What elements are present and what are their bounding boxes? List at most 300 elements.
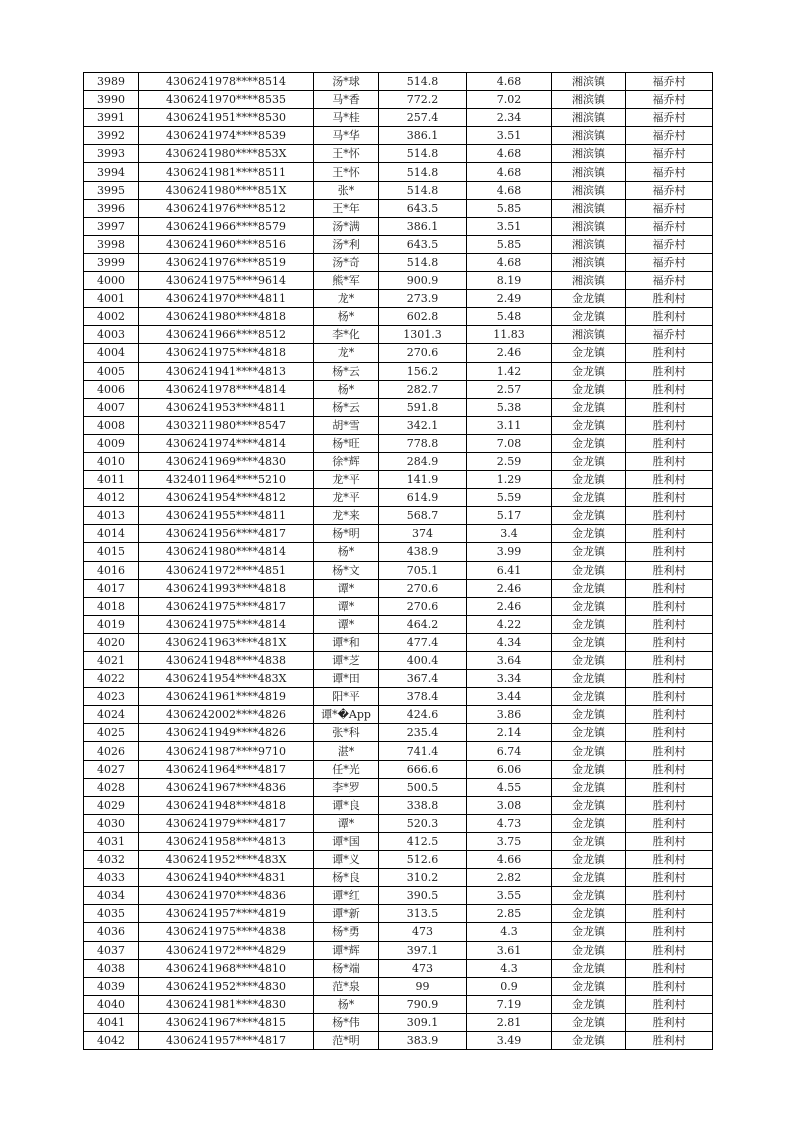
name-cell: 谭*辉: [314, 941, 379, 959]
data-table: [83, 72, 713, 1050]
amount-cell: 514.8: [379, 73, 467, 91]
village-cell: 福乔村: [626, 326, 713, 344]
town-cell: 金龙镇: [552, 489, 626, 507]
name-cell: 谭*和: [314, 633, 379, 651]
name-cell: 张*科: [314, 724, 379, 742]
table-row: [84, 380, 713, 398]
table-row: [84, 525, 713, 543]
village-cell: 胜利村: [626, 633, 713, 651]
amount-cell: 390.5: [379, 887, 467, 905]
table-row: [84, 127, 713, 145]
name-cell: 汤*奇: [314, 253, 379, 271]
table-row: [84, 272, 713, 290]
village-cell: 福乔村: [626, 163, 713, 181]
village-cell: 福乔村: [626, 235, 713, 253]
id-number-cell: 4306241969****4830: [139, 452, 314, 470]
name-cell: 龙*平: [314, 489, 379, 507]
table-body: [84, 73, 713, 1050]
amount-cell: 310.2: [379, 869, 467, 887]
amount-cell: 900.9: [379, 272, 467, 290]
area-cell: 2.57: [467, 380, 552, 398]
table-row: [84, 851, 713, 869]
town-cell: 湘滨镇: [552, 217, 626, 235]
row-number-cell: 4017: [84, 579, 139, 597]
village-cell: 胜利村: [626, 362, 713, 380]
village-cell: 胜利村: [626, 452, 713, 470]
name-cell: 徐*辉: [314, 452, 379, 470]
table-row: [84, 163, 713, 181]
village-cell: 胜利村: [626, 724, 713, 742]
area-cell: 4.68: [467, 163, 552, 181]
id-number-cell: 4306241975****4838: [139, 923, 314, 941]
village-cell: 福乔村: [626, 199, 713, 217]
amount-cell: 705.1: [379, 561, 467, 579]
town-cell: 金龙镇: [552, 905, 626, 923]
table-row: [84, 941, 713, 959]
village-cell: 胜利村: [626, 941, 713, 959]
amount-cell: 424.6: [379, 706, 467, 724]
name-cell: 谭*良: [314, 796, 379, 814]
id-number-cell: 4306241981****8511: [139, 163, 314, 181]
area-cell: 2.59: [467, 452, 552, 470]
area-cell: 4.3: [467, 923, 552, 941]
id-number-cell: 4306241948****4818: [139, 796, 314, 814]
row-number-cell: 4025: [84, 724, 139, 742]
area-cell: 5.85: [467, 199, 552, 217]
village-cell: 胜利村: [626, 814, 713, 832]
id-number-cell: 4306241970****4811: [139, 290, 314, 308]
row-number-cell: 4003: [84, 326, 139, 344]
id-number-cell: 4306241970****4836: [139, 887, 314, 905]
id-number-cell: 4306241980****4818: [139, 308, 314, 326]
town-cell: 湘滨镇: [552, 326, 626, 344]
name-cell: 杨*旺: [314, 434, 379, 452]
village-cell: 胜利村: [626, 525, 713, 543]
row-number-cell: 4009: [84, 434, 139, 452]
id-number-cell: 4306241960****8516: [139, 235, 314, 253]
name-cell: 范*泉: [314, 977, 379, 995]
name-cell: 杨*: [314, 543, 379, 561]
id-number-cell: 4306241972****4829: [139, 941, 314, 959]
town-cell: 金龙镇: [552, 869, 626, 887]
area-cell: 3.11: [467, 416, 552, 434]
name-cell: 龙*来: [314, 507, 379, 525]
table-row: [84, 869, 713, 887]
area-cell: 3.86: [467, 706, 552, 724]
table-row: [84, 217, 713, 235]
amount-cell: 790.9: [379, 995, 467, 1013]
amount-cell: 141.9: [379, 471, 467, 489]
town-cell: 湘滨镇: [552, 73, 626, 91]
id-number-cell: 4306241963****481X: [139, 633, 314, 651]
village-cell: 福乔村: [626, 272, 713, 290]
village-cell: 胜利村: [626, 652, 713, 670]
amount-cell: 400.4: [379, 652, 467, 670]
amount-cell: 99: [379, 977, 467, 995]
area-cell: 3.75: [467, 832, 552, 850]
row-number-cell: 4020: [84, 633, 139, 651]
row-number-cell: 4038: [84, 959, 139, 977]
row-number-cell: 4001: [84, 290, 139, 308]
amount-cell: 741.4: [379, 742, 467, 760]
name-cell: 湛*: [314, 742, 379, 760]
table-row: [84, 398, 713, 416]
name-cell: 谭*芝: [314, 652, 379, 670]
area-cell: 3.64: [467, 652, 552, 670]
row-number-cell: 4000: [84, 272, 139, 290]
area-cell: 3.61: [467, 941, 552, 959]
area-cell: 3.51: [467, 127, 552, 145]
row-number-cell: 4006: [84, 380, 139, 398]
id-number-cell: 4306241952****4830: [139, 977, 314, 995]
name-cell: 王*怀: [314, 145, 379, 163]
table-row: [84, 814, 713, 832]
area-cell: 4.66: [467, 851, 552, 869]
area-cell: 1.42: [467, 362, 552, 380]
row-number-cell: 3990: [84, 91, 139, 109]
id-number-cell: 4324011964****5210: [139, 471, 314, 489]
area-cell: 2.46: [467, 344, 552, 362]
village-cell: 胜利村: [626, 597, 713, 615]
table-row: [84, 308, 713, 326]
id-number-cell: 4306241970****8535: [139, 91, 314, 109]
row-number-cell: 3996: [84, 199, 139, 217]
name-cell: 谭*: [314, 597, 379, 615]
id-number-cell: 4306241954****4812: [139, 489, 314, 507]
amount-cell: 514.8: [379, 163, 467, 181]
amount-cell: 473: [379, 959, 467, 977]
row-number-cell: 4018: [84, 597, 139, 615]
area-cell: 7.19: [467, 995, 552, 1013]
village-cell: 胜利村: [626, 977, 713, 995]
amount-cell: 464.2: [379, 615, 467, 633]
town-cell: 金龙镇: [552, 615, 626, 633]
row-number-cell: 4005: [84, 362, 139, 380]
town-cell: 金龙镇: [552, 561, 626, 579]
village-cell: 胜利村: [626, 869, 713, 887]
name-cell: 任*光: [314, 760, 379, 778]
area-cell: 2.81: [467, 1013, 552, 1031]
table-row: [84, 977, 713, 995]
id-number-cell: 4306241958****4813: [139, 832, 314, 850]
table-row: [84, 670, 713, 688]
amount-cell: 270.6: [379, 597, 467, 615]
id-number-cell: 4306241954****483X: [139, 670, 314, 688]
row-number-cell: 4022: [84, 670, 139, 688]
amount-cell: 568.7: [379, 507, 467, 525]
table-row: [84, 724, 713, 742]
village-cell: 胜利村: [626, 778, 713, 796]
village-cell: 胜利村: [626, 995, 713, 1013]
town-cell: 金龙镇: [552, 941, 626, 959]
town-cell: 湘滨镇: [552, 163, 626, 181]
area-cell: 3.4: [467, 525, 552, 543]
area-cell: 2.34: [467, 109, 552, 127]
amount-cell: 591.8: [379, 398, 467, 416]
amount-cell: 514.8: [379, 145, 467, 163]
name-cell: 谭*红: [314, 887, 379, 905]
row-number-cell: 3998: [84, 235, 139, 253]
name-cell: 汤*球: [314, 73, 379, 91]
name-cell: 谭*田: [314, 670, 379, 688]
town-cell: 金龙镇: [552, 959, 626, 977]
village-cell: 胜利村: [626, 290, 713, 308]
id-number-cell: 4306241980****4814: [139, 543, 314, 561]
area-cell: 4.68: [467, 253, 552, 271]
town-cell: 湘滨镇: [552, 235, 626, 253]
id-number-cell: 4306241978****8514: [139, 73, 314, 91]
amount-cell: 514.8: [379, 253, 467, 271]
amount-cell: 778.8: [379, 434, 467, 452]
id-number-cell: 4306241961****4819: [139, 688, 314, 706]
amount-cell: 367.4: [379, 670, 467, 688]
amount-cell: 313.5: [379, 905, 467, 923]
village-cell: 福乔村: [626, 91, 713, 109]
row-number-cell: 4019: [84, 615, 139, 633]
amount-cell: 1301.3: [379, 326, 467, 344]
town-cell: 金龙镇: [552, 1031, 626, 1049]
village-cell: 胜利村: [626, 688, 713, 706]
row-number-cell: 4029: [84, 796, 139, 814]
amount-cell: 374: [379, 525, 467, 543]
row-number-cell: 4002: [84, 308, 139, 326]
area-cell: 3.44: [467, 688, 552, 706]
area-cell: 3.34: [467, 670, 552, 688]
name-cell: 张*: [314, 181, 379, 199]
row-number-cell: 4026: [84, 742, 139, 760]
village-cell: 福乔村: [626, 73, 713, 91]
table-row: [84, 561, 713, 579]
table-row: [84, 760, 713, 778]
name-cell: 王*怀: [314, 163, 379, 181]
table-row: [84, 91, 713, 109]
id-number-cell: 4306241975****9614: [139, 272, 314, 290]
row-number-cell: 4010: [84, 452, 139, 470]
name-cell: 杨*勇: [314, 923, 379, 941]
row-number-cell: 4024: [84, 706, 139, 724]
table-row: [84, 73, 713, 91]
name-cell: 龙*: [314, 290, 379, 308]
amount-cell: 338.8: [379, 796, 467, 814]
amount-cell: 156.2: [379, 362, 467, 380]
area-cell: 3.51: [467, 217, 552, 235]
village-cell: 胜利村: [626, 1013, 713, 1031]
town-cell: 金龙镇: [552, 887, 626, 905]
name-cell: 李*罗: [314, 778, 379, 796]
id-number-cell: 4306241978****4814: [139, 380, 314, 398]
table-row: [84, 199, 713, 217]
town-cell: 湘滨镇: [552, 109, 626, 127]
village-cell: 胜利村: [626, 471, 713, 489]
row-number-cell: 4036: [84, 923, 139, 941]
row-number-cell: 4034: [84, 887, 139, 905]
table-row: [84, 362, 713, 380]
area-cell: 2.46: [467, 597, 552, 615]
row-number-cell: 4037: [84, 941, 139, 959]
village-cell: 胜利村: [626, 905, 713, 923]
id-number-cell: 4306241941****4813: [139, 362, 314, 380]
table-row: [84, 887, 713, 905]
name-cell: 杨*明: [314, 525, 379, 543]
name-cell: 汤*满: [314, 217, 379, 235]
amount-cell: 383.9: [379, 1031, 467, 1049]
row-number-cell: 4031: [84, 832, 139, 850]
town-cell: 金龙镇: [552, 742, 626, 760]
area-cell: 1.29: [467, 471, 552, 489]
row-number-cell: 4021: [84, 652, 139, 670]
town-cell: 金龙镇: [552, 398, 626, 416]
town-cell: 金龙镇: [552, 724, 626, 742]
town-cell: 湘滨镇: [552, 199, 626, 217]
id-number-cell: 4306241964****4817: [139, 760, 314, 778]
id-number-cell: 4306241949****4826: [139, 724, 314, 742]
town-cell: 金龙镇: [552, 1013, 626, 1031]
town-cell: 金龙镇: [552, 760, 626, 778]
row-number-cell: 4016: [84, 561, 139, 579]
village-cell: 胜利村: [626, 344, 713, 362]
id-number-cell: 4306241956****4817: [139, 525, 314, 543]
table-row: [84, 706, 713, 724]
id-number-cell: 4306241974****4814: [139, 434, 314, 452]
area-cell: 5.38: [467, 398, 552, 416]
row-number-cell: 3989: [84, 73, 139, 91]
name-cell: 杨*文: [314, 561, 379, 579]
id-number-cell: 4306241968****4810: [139, 959, 314, 977]
area-cell: 3.08: [467, 796, 552, 814]
id-number-cell: 4306241967****4836: [139, 778, 314, 796]
village-cell: 胜利村: [626, 615, 713, 633]
amount-cell: 602.8: [379, 308, 467, 326]
id-number-cell: 4306241980****853X: [139, 145, 314, 163]
table-row: [84, 489, 713, 507]
area-cell: 3.49: [467, 1031, 552, 1049]
area-cell: 6.41: [467, 561, 552, 579]
town-cell: 金龙镇: [552, 597, 626, 615]
area-cell: 7.02: [467, 91, 552, 109]
name-cell: 杨*: [314, 308, 379, 326]
id-number-cell: 4306241975****4817: [139, 597, 314, 615]
town-cell: 金龙镇: [552, 851, 626, 869]
town-cell: 金龙镇: [552, 308, 626, 326]
table-row: [84, 688, 713, 706]
table-row: [84, 452, 713, 470]
row-number-cell: 4012: [84, 489, 139, 507]
town-cell: 湘滨镇: [552, 272, 626, 290]
amount-cell: 643.5: [379, 235, 467, 253]
area-cell: 8.19: [467, 272, 552, 290]
table-row: [84, 796, 713, 814]
amount-cell: 473: [379, 923, 467, 941]
village-cell: 福乔村: [626, 217, 713, 235]
name-cell: 阳*平: [314, 688, 379, 706]
name-cell: 熊*军: [314, 272, 379, 290]
name-cell: 龙*: [314, 344, 379, 362]
village-cell: 胜利村: [626, 887, 713, 905]
amount-cell: 257.4: [379, 109, 467, 127]
amount-cell: 500.5: [379, 778, 467, 796]
village-cell: 福乔村: [626, 253, 713, 271]
town-cell: 金龙镇: [552, 525, 626, 543]
name-cell: 谭*新: [314, 905, 379, 923]
town-cell: 金龙镇: [552, 923, 626, 941]
amount-cell: 386.1: [379, 217, 467, 235]
id-number-cell: 4306241976****8519: [139, 253, 314, 271]
town-cell: 金龙镇: [552, 471, 626, 489]
area-cell: 4.34: [467, 633, 552, 651]
row-number-cell: 4035: [84, 905, 139, 923]
name-cell: 胡*雪: [314, 416, 379, 434]
area-cell: 11.83: [467, 326, 552, 344]
village-cell: 胜利村: [626, 416, 713, 434]
town-cell: 金龙镇: [552, 380, 626, 398]
area-cell: 4.68: [467, 73, 552, 91]
id-number-cell: 4306241951****8530: [139, 109, 314, 127]
amount-cell: 235.4: [379, 724, 467, 742]
table-row: [84, 652, 713, 670]
area-cell: 2.85: [467, 905, 552, 923]
village-cell: 胜利村: [626, 398, 713, 416]
area-cell: 5.85: [467, 235, 552, 253]
row-number-cell: 4023: [84, 688, 139, 706]
amount-cell: 643.5: [379, 199, 467, 217]
area-cell: 4.55: [467, 778, 552, 796]
name-cell: 杨*端: [314, 959, 379, 977]
row-number-cell: 4007: [84, 398, 139, 416]
id-number-cell: 4306241948****4838: [139, 652, 314, 670]
name-cell: 杨*: [314, 995, 379, 1013]
village-cell: 胜利村: [626, 923, 713, 941]
town-cell: 金龙镇: [552, 290, 626, 308]
name-cell: 杨*伟: [314, 1013, 379, 1031]
village-cell: 福乔村: [626, 109, 713, 127]
table-row: [84, 109, 713, 127]
area-cell: 4.68: [467, 181, 552, 199]
table-row: [84, 181, 713, 199]
id-number-cell: 4306241952****483X: [139, 851, 314, 869]
name-cell: 范*明: [314, 1031, 379, 1049]
amount-cell: 772.2: [379, 91, 467, 109]
id-number-cell: 4306241966****8579: [139, 217, 314, 235]
town-cell: 湘滨镇: [552, 181, 626, 199]
town-cell: 湘滨镇: [552, 145, 626, 163]
village-cell: 胜利村: [626, 543, 713, 561]
row-number-cell: 3994: [84, 163, 139, 181]
name-cell: 龙*平: [314, 471, 379, 489]
town-cell: 金龙镇: [552, 796, 626, 814]
town-cell: 金龙镇: [552, 434, 626, 452]
name-cell: 马*香: [314, 91, 379, 109]
row-number-cell: 3991: [84, 109, 139, 127]
name-cell: 杨*云: [314, 362, 379, 380]
village-cell: 福乔村: [626, 145, 713, 163]
table-row: [84, 471, 713, 489]
area-cell: 4.3: [467, 959, 552, 977]
amount-cell: 614.9: [379, 489, 467, 507]
town-cell: 金龙镇: [552, 543, 626, 561]
row-number-cell: 4004: [84, 344, 139, 362]
town-cell: 金龙镇: [552, 995, 626, 1013]
area-cell: 5.17: [467, 507, 552, 525]
table-row: [84, 235, 713, 253]
id-number-cell: 4306241979****4817: [139, 814, 314, 832]
town-cell: 湘滨镇: [552, 127, 626, 145]
table-row: [84, 923, 713, 941]
amount-cell: 477.4: [379, 633, 467, 651]
village-cell: 胜利村: [626, 796, 713, 814]
name-cell: 王*年: [314, 199, 379, 217]
village-cell: 福乔村: [626, 127, 713, 145]
amount-cell: 270.6: [379, 579, 467, 597]
